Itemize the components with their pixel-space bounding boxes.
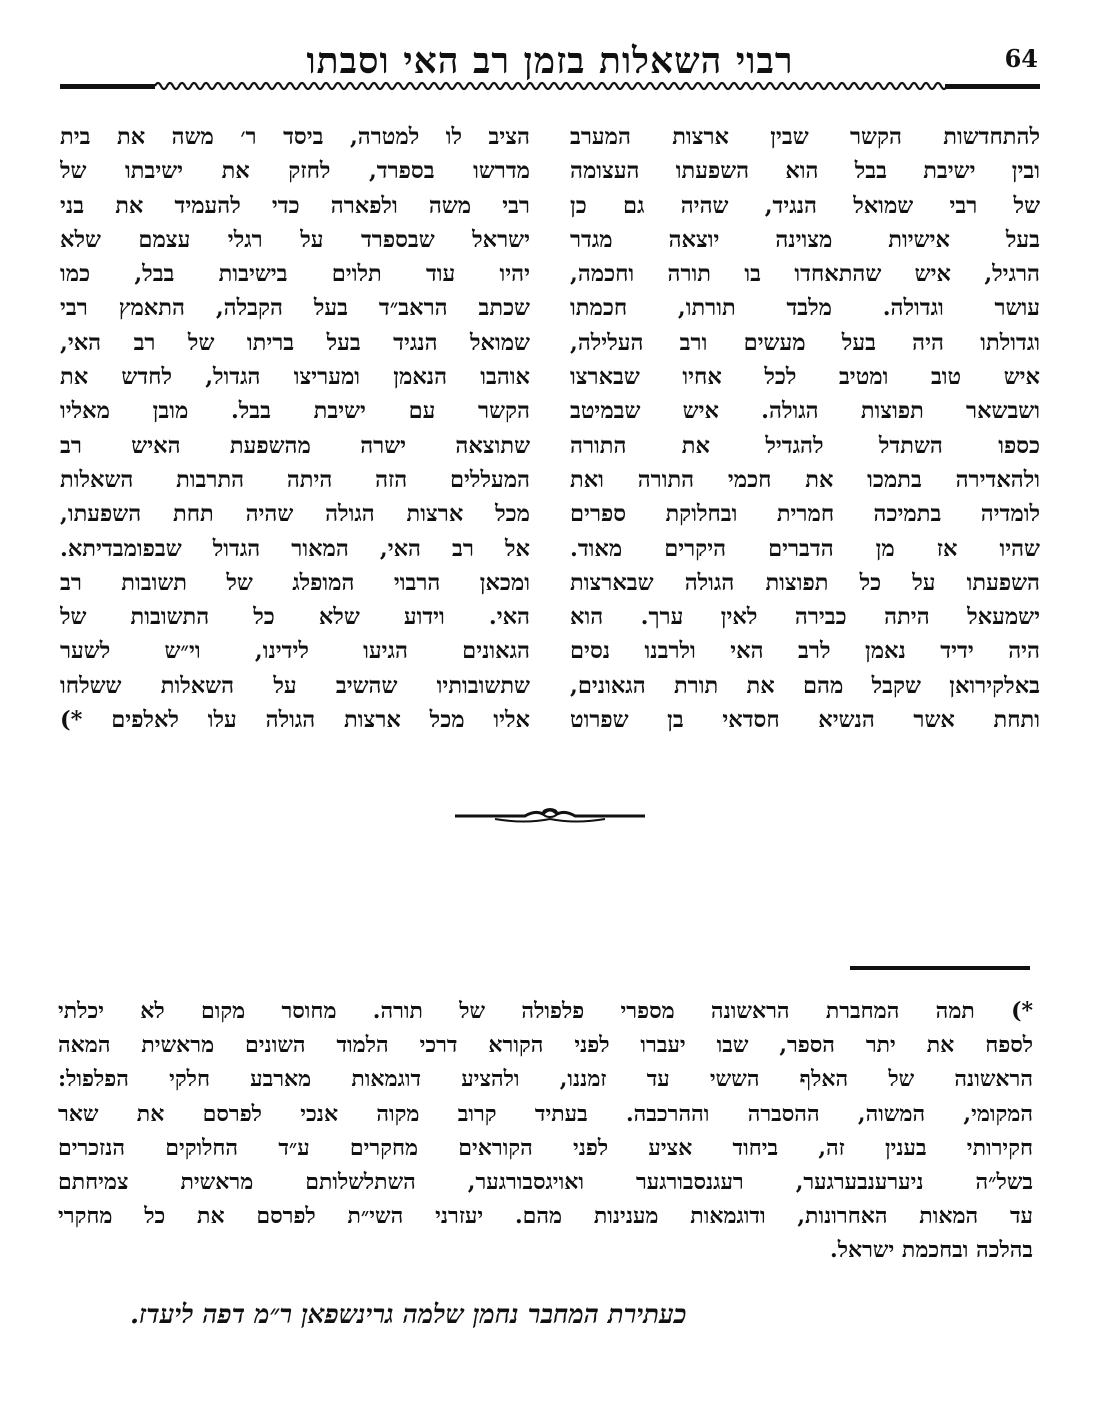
footnote-line: עד המאות האחרונות, ודוגמאות מענינות מהם. יעזרני השי״ת לפרסם את כל מחקרי — [58, 1203, 1033, 1230]
text-line: ישראל שבספרד על רגלי עצמם שלא — [60, 226, 530, 253]
text-line: הרגיל, איש שהתאחדו בו תורה וחכמה, — [570, 261, 1040, 288]
header-wavy-rule — [60, 78, 1040, 94]
text-line: ומכאן הרבוי המופלג של תשובות רב — [60, 569, 530, 596]
text-line: אליו מכל ארצות הגולה עלו לאלפים *) — [60, 707, 530, 734]
text-line: ובין ישיבת בבל הוא השפעתו העצומה — [570, 158, 1040, 185]
text-line: עושר וגדולה. מלבד תורתו, חכמתו — [570, 295, 1040, 322]
text-line: הקשר עם ישיבת בבל. מובן מאליו — [60, 398, 530, 425]
text-line: הציב לו למטרה, ביסד ר׳ משה את בית — [60, 124, 530, 150]
text-line: שהיו אז מן הדברים היקרים מאוד. — [570, 535, 1040, 562]
text-line: שכתב הראב״ד בעל הקבלה, התאמץ רבי — [60, 295, 530, 322]
footnote-line: לספח את יתר הספר, שבו יעברו לפני הקורא דרכי הלמוד השונים מראשית המאה — [58, 1032, 1033, 1059]
body-columns — [60, 120, 1040, 780]
footnote-line: בהלכה ובחכמת ישראל. — [830, 1237, 1033, 1264]
text-line: איש טוב ומטיב לכל אחיו שבארצו — [570, 364, 1040, 391]
text-line: אוהבו הנאמן ומעריצו הגדול, לחדש את — [60, 364, 530, 391]
section-ornament — [455, 800, 645, 830]
footnote — [58, 994, 1033, 1268]
text-line: ישמעאל היתה כבירה לאין ערך. הוא — [570, 604, 1040, 631]
text-line: הגאונים הגיעו לידינו, וי״ש לשער — [60, 638, 530, 665]
footnote-line: *) תמה המחברת הראשונה מספרי פלפולה של תורה. מחוסר מקום לא יכלתי — [58, 998, 1033, 1024]
text-line: שתשובותיו שהשיב על השאלות ששלחו — [60, 672, 530, 699]
text-line: ולהאדירה בתמכו את חכמי התורה ואת — [570, 466, 1040, 493]
author-signature: כעתירת המחבר נחמן שלמה גרינשפאן ר״מ דפה ליעדז. — [130, 1300, 687, 1330]
footnote-line: חקירותי בענין זה, ביחוד אציע לפני הקוראים מחקרים ע״ד החלוקים הנזכרים — [58, 1134, 1033, 1161]
text-line: מכל ארצות הגולה שהיה תחת השפעתו, — [60, 501, 530, 528]
text-line: באלקירואן שקבל מהם את תורת הגאונים, — [570, 672, 1040, 699]
text-line: רבי משה ולפארה כדי להעמיד את בני — [60, 192, 530, 219]
text-line: יהיו עוד תלוים בישיבות בבל, כמו — [60, 261, 530, 288]
running-title: רבוי השאלות בזמן רב האי וסבתו — [306, 40, 794, 82]
text-line: לומדיה בתמיכה חמרית ובחלוקת ספרים — [570, 501, 1040, 528]
text-line: אל רב האי, המאור הגדול שבפומבדיתא. — [60, 535, 530, 562]
text-line: השפעתו על כל תפוצות הגולה שבארצות — [570, 569, 1040, 596]
footnote-line: הראשונה של האלף הששי עד זמננו, ולהציע דוגמאות מארבע חלקי הפלפול: — [58, 1066, 1033, 1093]
text-line: כספו השתדל להגדיל את התורה — [570, 432, 1040, 459]
text-line: ושבשאר תפוצות הגולה. איש שבמיטב — [570, 398, 1040, 425]
text-column-left — [60, 120, 530, 737]
text-line: מדרשו בספרד, לחזק את ישיבתו של — [60, 158, 530, 185]
text-line: וגדולתו היה בעל מעשים ורב העלילה, — [570, 329, 1040, 356]
text-column-right — [570, 120, 1040, 737]
text-line: המעללים הזה היתה התרבות השאלות — [60, 466, 530, 493]
text-line: בעל אישיות מצוינה יוצאה מגדר — [570, 226, 1040, 253]
text-line: להתחדשות הקשר שבין ארצות המערב — [570, 124, 1040, 150]
footnote-separator — [850, 966, 1030, 970]
footnote-line: בשל״ה ניערענבערגער, רעגנסבורגער ואויגסבורגער, השתלשלותם מראשית צמיחתם — [58, 1169, 1033, 1196]
text-line: של רבי שמואל הנגיד, שהיה גם כן — [570, 192, 1040, 219]
text-line: שמואל הנגיד בעל בריתו של רב האי, — [60, 329, 530, 356]
page-number: 64 — [1004, 44, 1038, 73]
text-line: ותחת אשר הנשיא חסדאי בן שפרוט — [570, 707, 1040, 734]
text-line: היה ידיד נאמן לרב האי ולרבנו נסים — [570, 638, 1040, 665]
footnote-line: המקומי, המשוה, ההסברה וההרכבה. בעתיד קרוב מקוה אנכי לפרסם את שאר — [58, 1100, 1033, 1127]
text-line: שתוצאה ישרה מהשפעת האיש רב — [60, 432, 530, 459]
text-line: האי. וידוע שלא כל התשובות של — [60, 604, 530, 631]
